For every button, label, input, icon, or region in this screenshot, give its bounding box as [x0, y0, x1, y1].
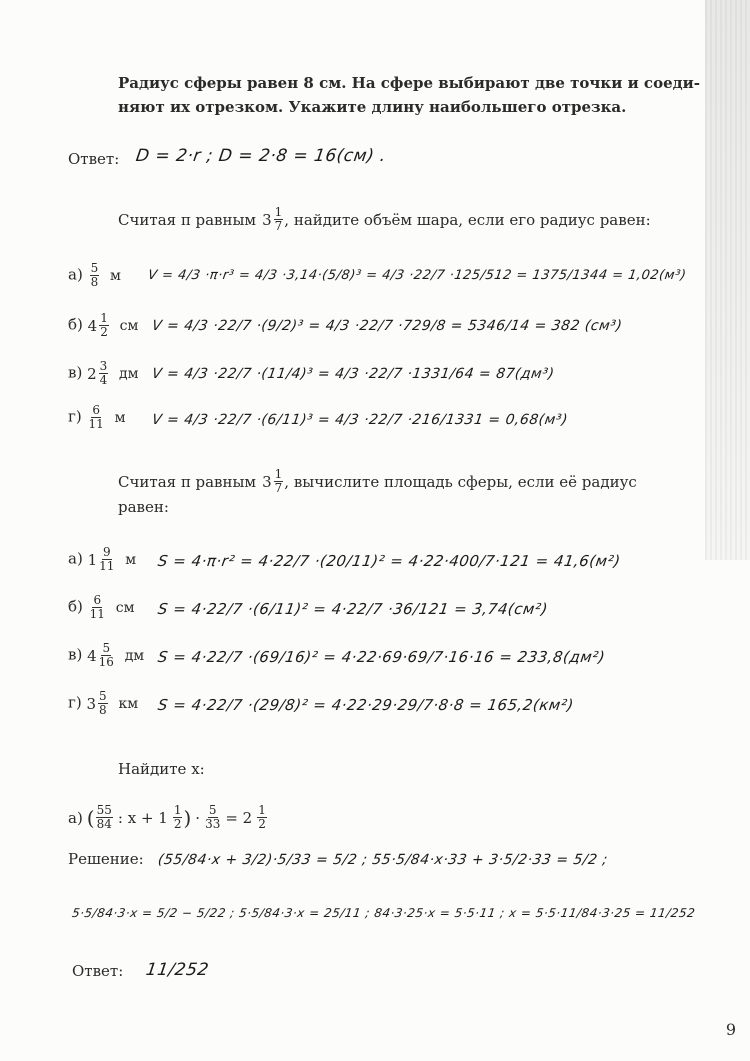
radius-whole: 1	[87, 550, 98, 569]
pi-fraction	[274, 468, 284, 495]
radius-den: 8	[90, 275, 99, 289]
eq-num1: 55	[96, 803, 112, 817]
radius-den: 16	[98, 655, 114, 669]
radius-num: 3	[99, 359, 108, 373]
task2-item-b-handwriting: V = 4/3 ·22/7 ·(9/2)³ = 4/3 ·22/7 ·729/8 = 5346/14 = 382 (см³)	[150, 318, 624, 334]
eq-num3: 5	[208, 803, 217, 817]
scan-margin-shadow	[705, 0, 750, 560]
task3-intro-line2: равен:	[118, 498, 169, 516]
item-letter: б)	[68, 315, 83, 334]
radius-fraction	[99, 642, 114, 669]
task1-line1: Радиус сферы равен 8 см. На сфере выбирают две точки и соеди-	[118, 74, 700, 92]
item-letter: а)	[68, 265, 83, 284]
task4-equation	[68, 804, 268, 831]
eq-mid: : x + 1	[117, 808, 168, 827]
radius-value	[88, 546, 116, 573]
task2-item-b	[68, 312, 138, 339]
eq-den2: 2	[173, 817, 182, 831]
radius-unit: дм	[124, 647, 145, 664]
task3-item-a	[68, 546, 136, 573]
item-letter: б)	[68, 597, 83, 616]
eq-num4: 1	[258, 803, 266, 817]
task4-answer-handwriting: 11/252	[144, 960, 211, 980]
task4-solution-line2: 5·5/84·3·x = 5/2 − 5/22 ; 5·5/84·3·x = 25/11 ; 84·3·25·x = 5·5·11 ; x = 5·5·11/84·3·25 = 11/252	[71, 906, 697, 920]
radius-num: 6	[93, 593, 102, 607]
radius-unit: дм	[119, 365, 139, 382]
item-letter: в)	[68, 363, 83, 382]
radius-num: 5	[102, 641, 111, 655]
radius-fraction	[89, 404, 104, 431]
eq-num2: 1	[173, 803, 182, 817]
eq-den3: 33	[205, 817, 221, 831]
task3-intro	[118, 468, 637, 495]
eq-eq: = 2	[225, 808, 253, 827]
eq-fraction-2	[173, 804, 183, 831]
radius-value	[87, 360, 109, 387]
item-letter: а)	[68, 549, 83, 568]
task2-pi-value	[262, 206, 284, 233]
task2-item-d	[68, 404, 125, 431]
radius-unit: м	[125, 551, 137, 568]
radius-num: 9	[102, 545, 111, 559]
radius-fraction	[90, 262, 100, 289]
pi-whole: 3	[262, 210, 272, 229]
item-letter: г)	[68, 407, 82, 426]
radius-unit: см	[115, 599, 135, 616]
item-letter: а)	[68, 808, 83, 827]
radius-value	[88, 262, 101, 289]
radius-fraction	[99, 546, 114, 573]
radius-num: 5	[99, 689, 107, 703]
radius-value	[88, 594, 106, 621]
radius-whole: 2	[87, 364, 97, 383]
pi-den: 7	[274, 481, 283, 495]
task4-title: Найдите x:	[118, 760, 205, 778]
task3-item-c	[68, 642, 144, 669]
radius-unit: см	[119, 317, 139, 334]
task3-intro-after: , вычислите площадь сферы, если её радиус	[284, 472, 637, 491]
radius-num: 1	[100, 311, 108, 325]
task4-solution-label: Решение:	[68, 850, 144, 868]
task3-item-b-handwriting: S = 4·22/7 ·(6/11)² = 4·22/7 ·36/121 = 3,74(см²)	[156, 600, 550, 618]
task3-item-a-handwriting: S = 4·π·r² = 4·22/7 ·(20/11)² = 4·22·400/7·121 = 41,6(м²)	[156, 552, 622, 570]
task3-item-b	[68, 594, 134, 621]
radius-whole: 4	[87, 316, 98, 335]
task3-item-c-handwriting: S = 4·22/7 ·(69/16)² = 4·22·69·69/7·16·16 = 233,8(дм²)	[156, 648, 607, 666]
radius-value	[87, 404, 105, 431]
task2-intro-before: Считая π равным	[118, 210, 257, 229]
task3-item-d	[68, 690, 138, 717]
radius-den: 11	[88, 417, 104, 431]
radius-unit: м	[114, 409, 126, 426]
pi-fraction	[274, 206, 284, 233]
task2-intro-after: , найдите объём шара, если его радиус равен:	[284, 210, 651, 229]
task3-intro-before: Считая π равным	[118, 472, 257, 491]
task2-intro	[118, 206, 651, 233]
radius-fraction	[99, 312, 109, 339]
page-number: 9	[725, 1020, 736, 1039]
eq-den4: 2	[258, 817, 266, 831]
task3-pi-value	[262, 468, 284, 495]
task2-item-c-handwriting: V = 4/3 ·22/7 ·(11/4)³ = 4/3 ·22/7 ·1331/64 = 87(дм³)	[150, 366, 556, 382]
task1-answer-handwriting: D = 2·r ; D = 2·8 = 16(см) .	[134, 146, 388, 166]
eq-fraction-3	[205, 804, 220, 831]
radius-den: 11	[89, 607, 105, 621]
radius-whole: 4	[87, 646, 97, 665]
task2-item-d-handwriting: V = 4/3 ·22/7 ·(6/11)³ = 4/3 ·22/7 ·216/1331 = 0,68(м³)	[150, 412, 569, 428]
task1-answer-label: Ответ:	[68, 150, 120, 168]
radius-value	[88, 312, 110, 339]
radius-den: 4	[99, 373, 108, 387]
eq-fraction-1	[96, 804, 113, 831]
radius-num: 5	[90, 261, 99, 275]
eq-mul: ·	[195, 808, 201, 827]
radius-value	[87, 642, 115, 669]
radius-unit: м	[110, 267, 121, 284]
radius-fraction	[98, 690, 108, 717]
task4-solution-line1: (55/84·x + 3/2)·5/33 = 5/2 ; 55·5/84·x·33 + 3·5/2·33 = 5/2 ;	[156, 852, 609, 868]
radius-whole: 3	[86, 694, 97, 713]
radius-num: 6	[92, 403, 100, 417]
pi-whole: 3	[262, 472, 272, 491]
radius-unit: км	[118, 695, 139, 712]
task2-item-c	[68, 360, 139, 387]
item-letter: в)	[68, 645, 83, 664]
task4-answer-label: Ответ:	[72, 962, 124, 980]
radius-den: 11	[99, 559, 115, 573]
task2-item-a	[68, 262, 121, 289]
pi-den: 7	[274, 219, 283, 233]
task1-line2: няют их отрезком. Укажите длину наибольшего отрезка.	[118, 98, 627, 116]
task2-item-a-handwriting: V = 4/3 ·π·r³ = 4/3 ·3,14·(5/8)³ = 4/3 ·22/7 ·125/512 = 1375/1344 = 1,02(м³)	[146, 268, 688, 283]
eq-fraction-4	[257, 804, 267, 831]
task3-item-d-handwriting: S = 4·22/7 ·(29/8)² = 4·22·29·29/7·8·8 = 165,2(км²)	[156, 696, 575, 714]
radius-fraction	[90, 594, 105, 621]
paren-close: )	[183, 805, 192, 830]
radius-fraction	[99, 360, 109, 387]
eq-den1: 84	[96, 817, 112, 831]
radius-den: 2	[100, 325, 108, 339]
paren-open: (	[86, 805, 95, 830]
pi-num: 1	[274, 467, 283, 481]
item-letter: г)	[68, 693, 82, 712]
radius-den: 8	[99, 703, 107, 717]
pi-num: 1	[274, 205, 283, 219]
radius-value	[87, 690, 109, 717]
